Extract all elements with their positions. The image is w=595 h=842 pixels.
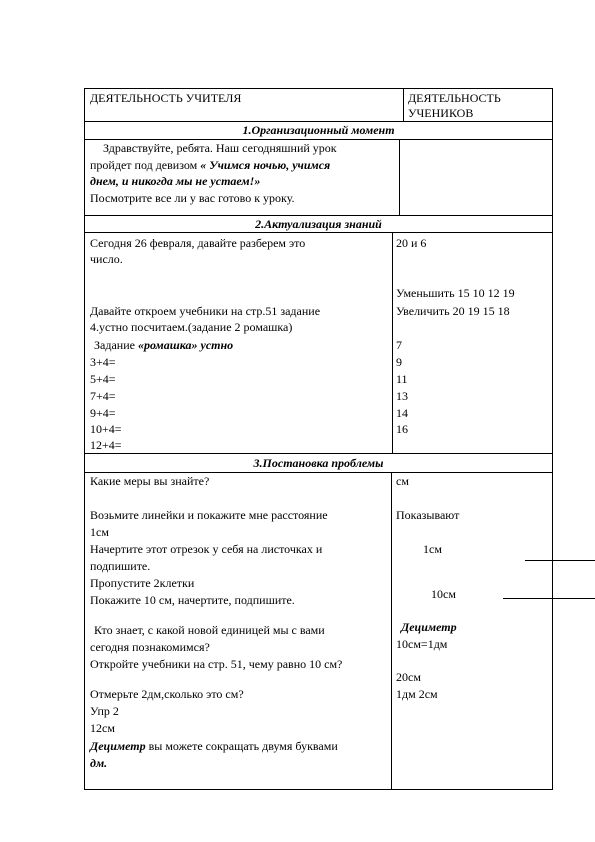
section1-title: 1.Организационный момент	[242, 123, 395, 137]
expr-3: 7+4=	[90, 389, 116, 403]
s2-s2: Уменьшить 15 10 12 19	[396, 286, 515, 300]
s3-t1: Какие меры вы знайте?	[90, 474, 210, 488]
teacher-header: ДЕЯТЕЛЬНОСТЬ УЧИТЕЛЯ	[90, 91, 242, 105]
s3-s1: см	[396, 474, 409, 488]
s3-s6: 10см=1дм	[396, 637, 448, 651]
answer-2: 9	[396, 355, 402, 369]
s3-s8: 1дм 2см	[396, 687, 438, 701]
expr-4: 9+4=	[90, 406, 116, 420]
s1-line2	[90, 157, 330, 173]
column-divider	[392, 233, 393, 453]
s2-t5-a: Задание	[94, 338, 138, 352]
section2-body-row	[85, 232, 552, 453]
answer-4: 13	[396, 389, 408, 403]
dm-abbrev: дм.	[90, 756, 108, 770]
section2-title: 2.Актуализация знаний	[255, 217, 382, 231]
s3-t14	[90, 738, 338, 754]
s3-t8: Кто знает, с какой новой единицей мы с вами	[94, 623, 325, 637]
section1-body-row	[85, 139, 552, 215]
header-row	[85, 89, 552, 121]
s3-s3: 1см	[423, 542, 442, 556]
s3-t3: 1см	[90, 525, 109, 539]
s3-t13: 12см	[90, 721, 115, 735]
s3-t14-b: вы можете сокращать двумя буквами	[145, 739, 338, 753]
segment-10cm	[503, 598, 595, 599]
s3-s4: 10см	[431, 587, 456, 601]
decimeter-term: Дециметр	[90, 739, 146, 753]
s3-t12: Упр 2	[90, 704, 119, 718]
s3-t10: Откройте учебники на стр. 51, чему равно 10 см?	[90, 657, 343, 671]
motto-part2: днем, и никогда мы не устаем!»	[90, 174, 261, 188]
students-header-line1: ДЕЯТЕЛЬНОСТЬ	[408, 91, 501, 105]
s1-line1: Здравствуйте, ребята. Наш сегодняшний урок	[103, 141, 337, 155]
s3-t4: Начертите этот отрезок у себя на листочках и	[90, 542, 323, 556]
s3-t2: Возьмите линейки и покажите мне расстояние	[90, 508, 328, 522]
column-divider	[391, 473, 392, 789]
s2-t4: 4.устно посчитаем.(задание 2 ромашка)	[90, 320, 293, 334]
s3-t11: Отмерьте 2дм,сколько это см?	[90, 687, 244, 701]
answer-1: 7	[396, 338, 402, 352]
expr-1: 3+4=	[90, 355, 116, 369]
s3-t7: Покажите 10 см, начертите, подпишите.	[90, 593, 295, 607]
answer-6: 16	[396, 422, 408, 436]
s2-s1: 20 и 6	[396, 236, 427, 250]
s1-line4: Посмотрите все ли у вас готово к уроку.	[90, 191, 295, 205]
column-divider	[399, 140, 400, 215]
s3-s2: Показывают	[396, 508, 460, 522]
expr-5: 10+4=	[90, 422, 122, 436]
expr-6: 12+4=	[90, 438, 122, 452]
section3-title: 3.Постановка проблемы	[253, 456, 384, 470]
s3-t5: подпишите.	[90, 559, 151, 573]
column-divider	[403, 89, 404, 121]
s1-line2-a: пройдет под девизом	[90, 158, 201, 172]
section3-body-row	[85, 472, 552, 789]
segment-1cm	[525, 560, 595, 561]
s3-t6: Пропустите 2клетки	[90, 576, 195, 590]
section2-title-row	[85, 215, 552, 232]
s2-t3: Давайте откроем учебники на стр.51 задание	[90, 304, 321, 318]
s2-t1: Сегодня 26 февраля, давайте разберем это	[90, 236, 306, 250]
s2-s3: Увеличить 20 19 15 18	[396, 304, 510, 318]
s2-t5	[94, 337, 233, 353]
section1-title-row	[85, 121, 552, 139]
s2-t2: число.	[90, 252, 123, 266]
motto-part1: « Учимся ночью, учимся	[200, 158, 331, 172]
students-header-line2: УЧЕНИКОВ	[408, 106, 474, 120]
answer-3: 11	[396, 372, 408, 386]
s3-s5: Дециметр	[401, 620, 457, 634]
s3-t9: сегодня познакомимся?	[90, 640, 210, 654]
romashka-label: «ромашка» устно	[137, 338, 234, 352]
answer-5: 14	[396, 406, 408, 420]
s3-s7: 20см	[396, 670, 421, 684]
lesson-table	[84, 88, 553, 790]
expr-2: 5+4=	[90, 372, 116, 386]
section3-title-row	[85, 453, 552, 472]
